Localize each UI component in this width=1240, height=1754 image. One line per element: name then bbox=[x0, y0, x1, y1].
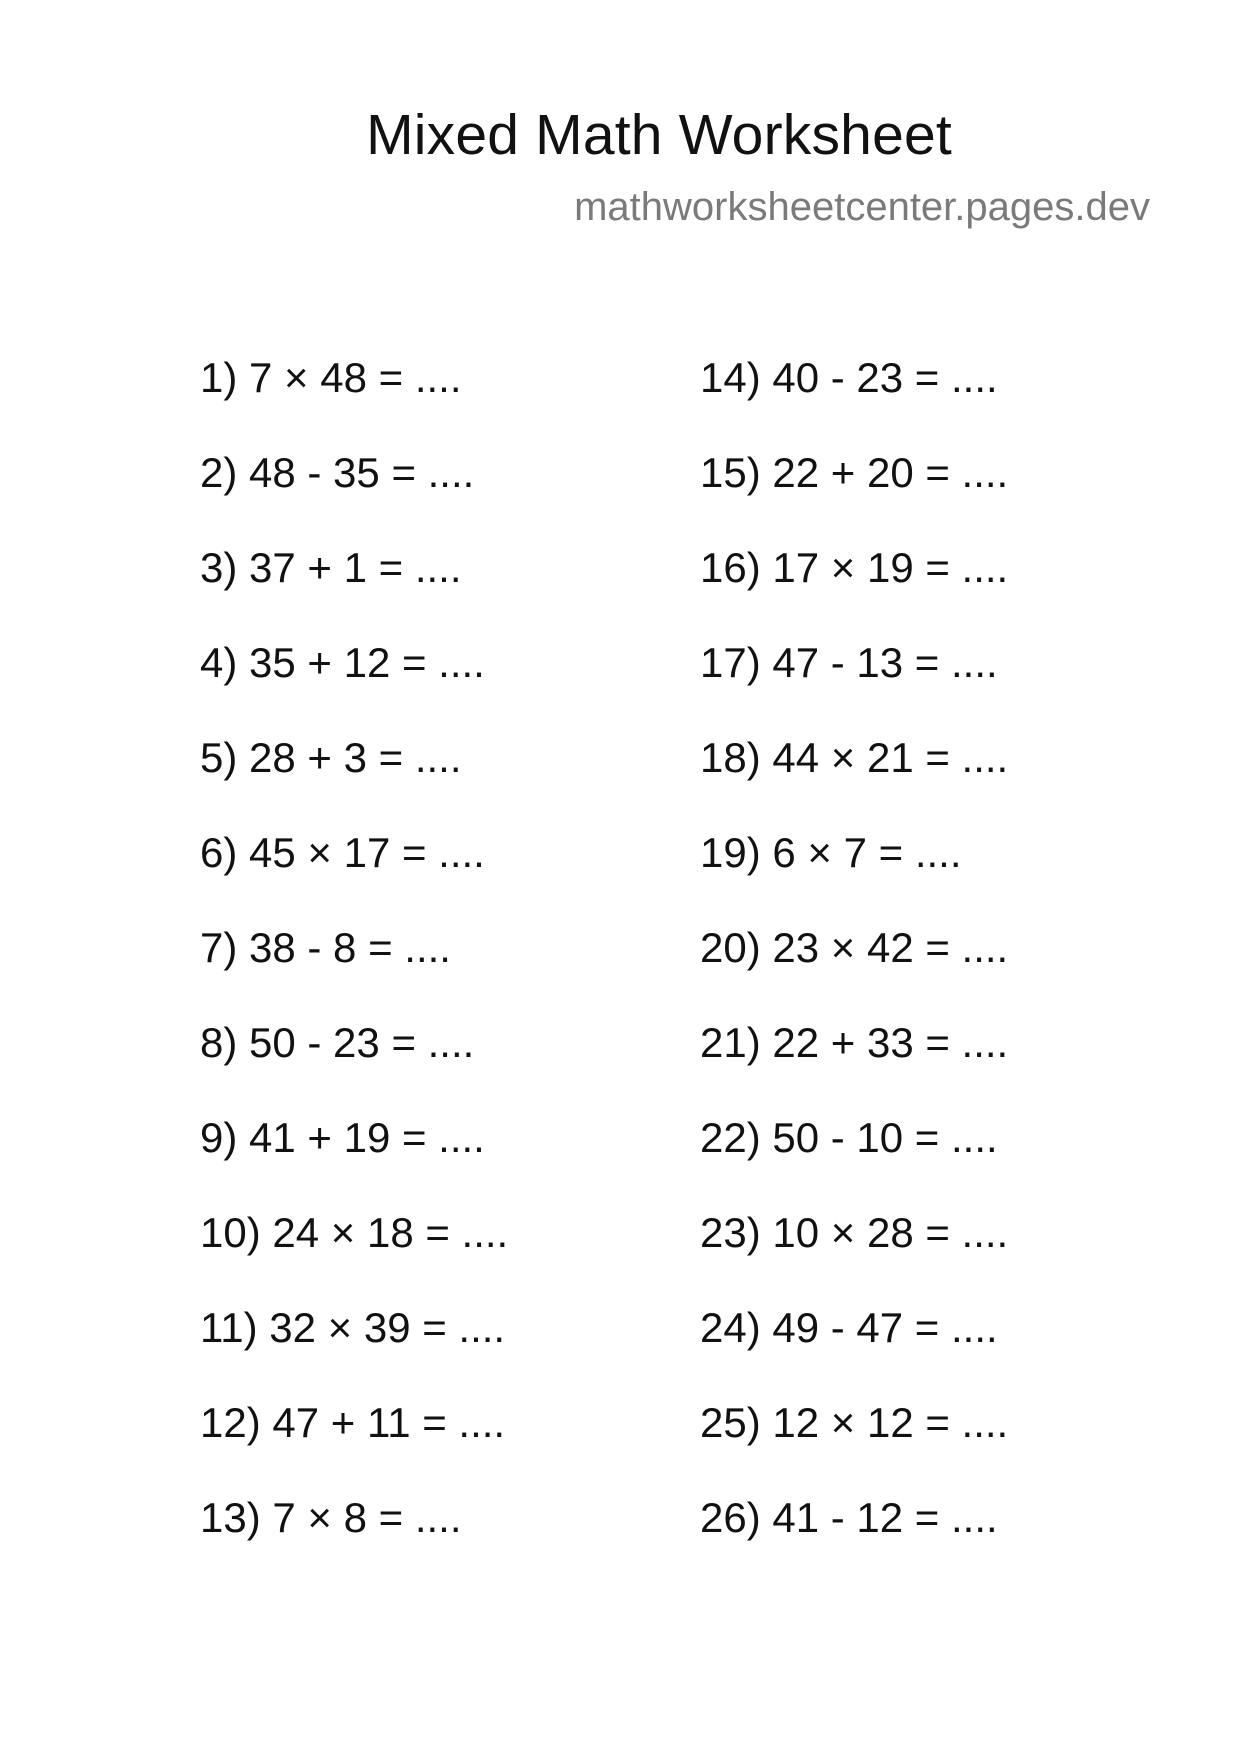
problem-item: 17) 47 - 13 = .... bbox=[700, 639, 998, 686]
problem-item: 22) 50 - 10 = .... bbox=[700, 1114, 998, 1161]
problem-item: 23) 10 × 28 = .... bbox=[700, 1209, 1009, 1256]
problem-item: 2) 48 - 35 = .... bbox=[200, 449, 475, 496]
problem-item: 3) 37 + 1 = .... bbox=[200, 544, 462, 591]
problem-item: 16) 17 × 19 = .... bbox=[700, 544, 1009, 591]
problem-item: 10) 24 × 18 = .... bbox=[200, 1209, 509, 1256]
problem-item: 9) 41 + 19 = .... bbox=[200, 1114, 485, 1161]
problem-item: 20) 23 × 42 = .... bbox=[700, 924, 1009, 971]
problem-item: 6) 45 × 17 = .... bbox=[200, 829, 485, 876]
problem-item: 21) 22 + 33 = .... bbox=[700, 1019, 1009, 1066]
problem-item: 25) 12 × 12 = .... bbox=[700, 1399, 1009, 1446]
problem-item: 18) 44 × 21 = .... bbox=[700, 734, 1009, 781]
problem-list bbox=[200, 350, 1160, 1585]
problem-item: 24) 49 - 47 = .... bbox=[700, 1304, 998, 1351]
source-url: mathworksheetcenter.pages.dev bbox=[574, 185, 1150, 229]
problem-item: 14) 40 - 23 = .... bbox=[700, 354, 998, 401]
problem-item: 13) 7 × 8 = .... bbox=[200, 1494, 462, 1541]
problem-item: 7) 38 - 8 = .... bbox=[200, 924, 451, 971]
problem-item: 4) 35 + 12 = .... bbox=[200, 639, 485, 686]
problem-item: 12) 47 + 11 = .... bbox=[200, 1399, 506, 1446]
problem-item: 8) 50 - 23 = .... bbox=[200, 1019, 475, 1066]
problem-item: 11) 32 × 39 = .... bbox=[200, 1304, 506, 1351]
problem-item: 19) 6 × 7 = .... bbox=[700, 829, 962, 876]
problem-item: 5) 28 + 3 = .... bbox=[200, 734, 462, 781]
problem-item: 26) 41 - 12 = .... bbox=[700, 1494, 998, 1541]
problem-item: 1) 7 × 48 = .... bbox=[200, 354, 462, 401]
problem-item: 15) 22 + 20 = .... bbox=[700, 449, 1009, 496]
worksheet-title: Mixed Math Worksheet bbox=[366, 103, 952, 167]
